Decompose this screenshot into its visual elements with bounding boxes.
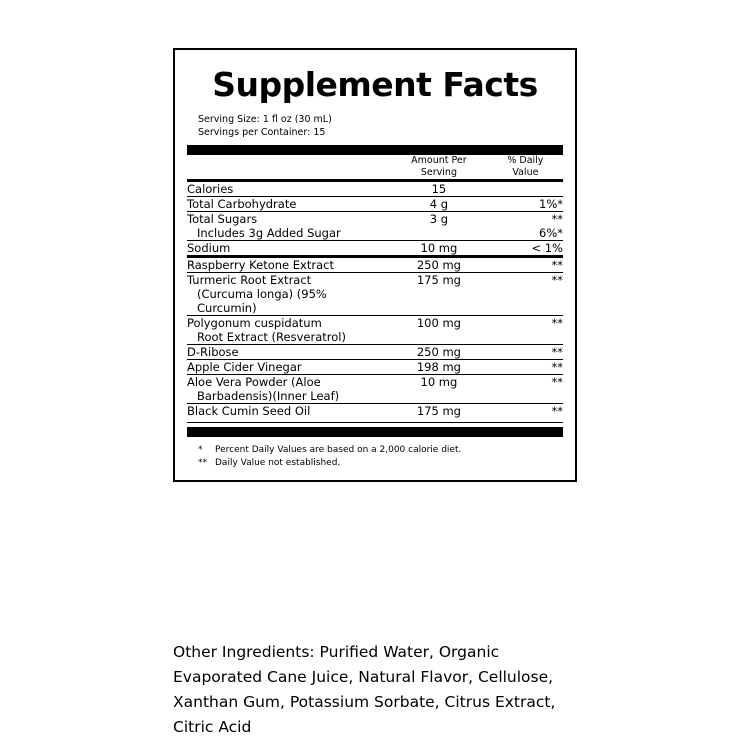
nutrient-dv [488, 182, 563, 196]
nutrient-amount: 15 [431, 182, 447, 196]
serving-size: Serving Size: 1 fl oz (30 mL) [198, 114, 332, 125]
footnote-mark: * [198, 445, 203, 455]
footnote-row [198, 444, 563, 457]
table-row [187, 316, 563, 344]
nutrient-subname: Includes 3g Added Sugar [197, 226, 341, 240]
facts-table [187, 155, 563, 418]
table-row [187, 182, 563, 196]
ingredient-name-group [187, 316, 390, 344]
table-row [187, 360, 563, 374]
nutrient-amount: 10 mg [420, 241, 458, 255]
footnote-mark: ** [198, 458, 207, 468]
ingredient-name-line2: Barbadensis)(Inner Leaf) [197, 389, 340, 403]
ingredient-name-group [187, 273, 390, 315]
table-row [187, 404, 563, 418]
ingredient-amount: 175 mg [416, 404, 461, 418]
ingredient-dv: ** [551, 360, 563, 374]
ingredient-name: Black Cumin Seed Oil [187, 404, 311, 418]
ingredient-amount: 198 mg [416, 360, 461, 374]
nutrient-name: Total Carbohydrate [187, 197, 297, 211]
thick-divider-top [187, 145, 563, 155]
ingredient-dv: ** [551, 345, 563, 359]
nutrient-dv: 1%* [539, 197, 563, 211]
nutrient-amount: 4 g [429, 197, 449, 211]
nutrient-sub-dv: 6%* [539, 226, 563, 240]
table-row [187, 241, 563, 255]
ingredient-dv: ** [551, 404, 563, 418]
ingredient-name: Aloe Vera Powder (Aloe [187, 375, 321, 389]
ingredient-amount: 100 mg [416, 316, 461, 330]
ingredient-amount: 10 mg [420, 375, 458, 389]
ingredient-name-line2: (Curcuma longa) (95% [197, 287, 327, 301]
thick-divider-bottom [187, 427, 563, 437]
other-ingredients-text: Other Ingredients: Purified Water, Organic Evaporated Cane Juice, Natural Flavor, Cellulose, Xanthan Gum, Potassium Sorbate, Citrus Extract, Citric Acid [173, 643, 556, 736]
footnote-row [198, 457, 563, 470]
ingredient-dv: ** [551, 273, 563, 287]
nutrient-name: Calories [187, 182, 234, 196]
table-header-row [187, 155, 563, 179]
ingredient-name: Turmeric Root Extract [187, 273, 312, 287]
nutrient-dv: ** [551, 212, 563, 226]
nutrient-amount: 3 g [429, 212, 449, 226]
ingredient-name-group [187, 375, 390, 403]
header-blank [187, 155, 390, 179]
thin-divider-bottom [187, 422, 563, 423]
table-row [187, 345, 563, 359]
ingredient-dv: ** [551, 375, 563, 389]
ingredient-dv: ** [551, 316, 563, 330]
table-row [187, 375, 563, 403]
footnote-text: Percent Daily Values are based on a 2,000 calorie diet. [215, 445, 462, 455]
ingredient-name-line2: Root Extract (Resveratrol) [197, 330, 346, 344]
table-row [187, 258, 563, 272]
nutrient-dv-group [488, 212, 563, 240]
panel-title: Supplement Facts [212, 65, 538, 104]
nutrient-name-group [187, 212, 390, 240]
ingredient-name: D-Ribose [187, 345, 239, 359]
nutrient-name: Sodium [187, 241, 231, 255]
ingredient-name: Polygonum cuspidatum [187, 316, 322, 330]
ingredient-name: Apple Cider Vinegar [187, 360, 302, 374]
footnotes [187, 437, 563, 470]
footnote-text: Daily Value not established. [215, 458, 341, 468]
ingredient-amount: 250 mg [416, 345, 461, 359]
table-row [187, 212, 563, 240]
servings-per-container: Servings per Container: 15 [198, 126, 326, 138]
ingredient-name: Raspberry Ketone Extract [187, 258, 334, 272]
header-daily-value: % Daily Value [507, 155, 544, 178]
nutrient-dv: < 1% [531, 241, 563, 255]
ingredient-name-line3: Curcumin) [197, 301, 257, 315]
serving-info [187, 114, 563, 139]
table-row [187, 197, 563, 211]
ingredient-dv: ** [551, 258, 563, 272]
header-amount-per-serving: Amount Per Serving [411, 155, 467, 178]
supplement-facts-panel [173, 48, 577, 482]
ingredient-amount: 250 mg [416, 258, 461, 272]
table-row [187, 273, 563, 315]
nutrient-name: Total Sugars [187, 212, 258, 226]
ingredient-amount: 175 mg [416, 273, 461, 287]
